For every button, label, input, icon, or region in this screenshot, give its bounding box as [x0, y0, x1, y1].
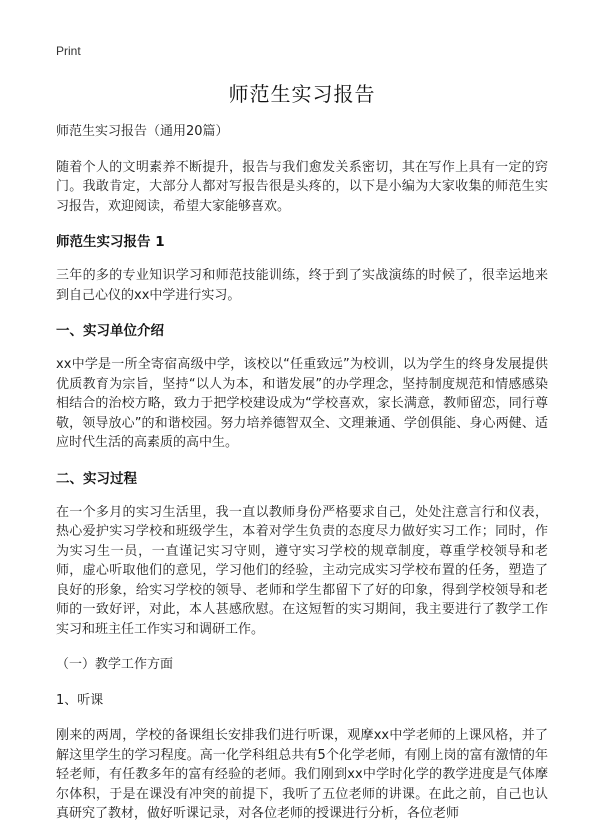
section-heading-report-1: 师范生实习报告 1 [56, 234, 165, 250]
listening-paragraph: 刚来的两周，学校的备课组长安排我们进行听课，观摩xx中学老师的上课风格，并了解这里学生的学习程度。高一化学科组总共有5个化学老师，有刚上岗的富有激情的年轻老师，有任教多年的富有经验的老师。我们刚到xx中学时化学的教学进度是气体摩尔体积，于是在课没有冲突的前提下，我听了五位老师的讲课。在此之前，自己也认真研究了教材，做好听课记录，对各位老师的授课进行分析，各位老师 [56, 728, 548, 821]
print-link[interactable]: Print [56, 44, 81, 58]
subheading-teaching-work: （一）教学工作方面 [56, 657, 174, 672]
subheading-listening: 1、听课 [56, 692, 104, 708]
heading-internship-process: 二、实习过程 [56, 470, 137, 487]
heading-unit-introduction: 一、实习单位介绍 [56, 323, 164, 339]
report-1-paragraph: 三年的多的专业知识学习和师范技能训练，终于到了实战演练的时候了，很幸运地来到自己心仪的xx中学进行实习。 [56, 268, 548, 303]
document-subtitle: 师范生实习报告（通用20篇） [56, 124, 229, 139]
internship-process-paragraph: 在一个多月的实习生活里，我一直以教师身份严格要求自己，处处注意言行和仪表，热心爱护实习学校和班级学生，本着对学生负责的态度尽力做好实习工作；同时，作为实习生一员，一直谨记实习守则，遵守实习学校的规章制度，尊重学校领导和老师，虚心听取他们的意见，学习他们的经验，主动完成实习学校布置的任务，塑造了良好的形象，给实习学校的领导、老师和学生都留下了好的印象，得到学校领导和老师的一致好评，对此，本人甚感欣慰。在这短暂的实习期间，我主要进行了教学工作实习和班主任工作实习和调研工作。 [56, 504, 548, 637]
unit-introduction-paragraph: xx中学是一所全寄宿高级中学，该校以“任重致远”为校训，以为学生的终身发展提供优质教育为宗旨，坚持“以人为本，和谐发展”的办学理念，坚持制度规范和情感感染相结合的治校方略，致力于把学校建设成为“学校喜欢，家长满意，教师留恋，同行尊敬，领导放心”的和谐校园。努力培养德智双全、文理兼通、学创俱能、身心两健、适应时代生活的高素质的高中生。 [56, 357, 548, 450]
document-title: 师范生实习报告 [228, 82, 376, 106]
intro-paragraph: 随着个人的文明素养不断提升，报告与我们愈发关系密切，其在写作上具有一定的窍门。我敢肯定，大部分人都对写报告很是头疼的，以下是小编为大家收集的师范生实习报告，欢迎阅读，希望大家能够喜欢。 [56, 159, 548, 214]
